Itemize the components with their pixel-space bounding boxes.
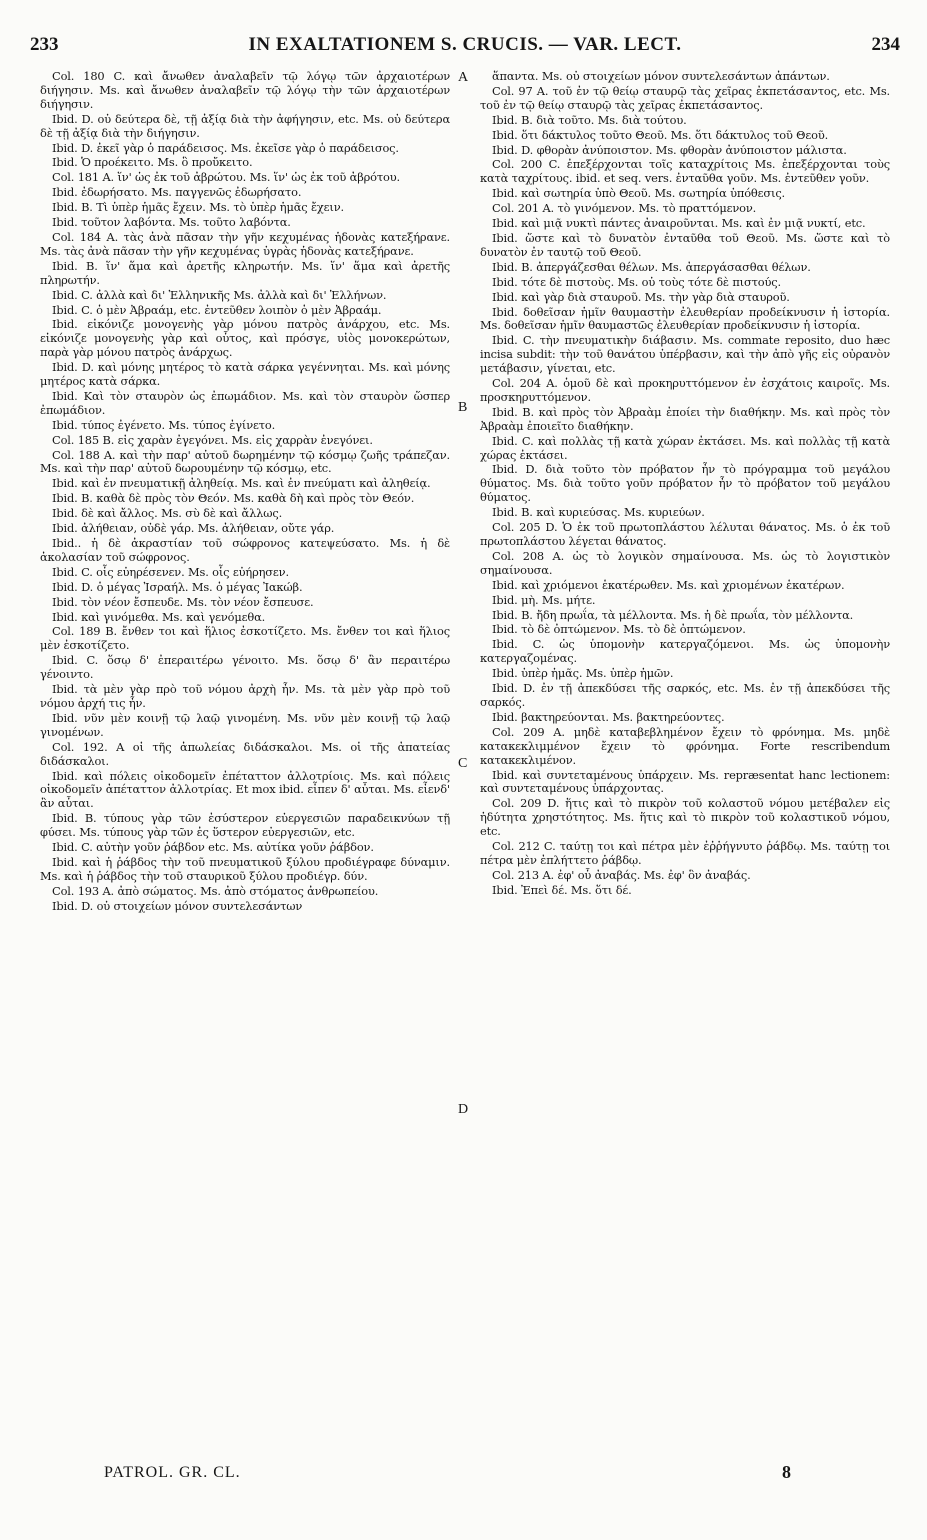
margin-marker-d: D [458,1102,469,1117]
variant-entry: Ibid. B. καθὰ δὲ πρὸς τὸν Θεόν. Ms. καθὰ δὴ καὶ πρὸς τὸν Θεόν. [52,491,415,506]
margin-marker-b: B [458,400,468,415]
variant-entry: Ibid. D. ὁ μέγας Ἰσραήλ. Ms. ὁ μέγας Ἰακώβ. [52,579,303,594]
variant-entry: Col. 193 A. ἀπὸ σώματος. Ms. ἀπὸ στόματος ἀνθρωπείου. [52,883,379,898]
variant-entry: Ibid. ἀλήθειαν, οὐδὲ γάρ. Ms. ἀλήθειαν, οὔτε γάρ. [52,521,335,536]
variant-entry: Ibid. νῦν μὲν κοινῇ τῷ λαῷ γινομένη. Ms. νῦν μὲν κοινῇ τῷ λαῷ γινομένων. [40,710,454,739]
variant-entry: Ibid. μὴ. Ms. μήτε. [492,592,596,607]
variant-entry: Col. 209 A. μηδὲ καταβεβλημένον ἔχειν τὸ φρόνημα. Ms. μηδὲ κατακεκλιμμένον ἔχειν τὸ φρόνημα. Forte rescribendum κατακεκλιμένον. [480,724,894,767]
variant-entry: Ibid. τὸν νέον ἔσπευδε. Ms. τὸν νέον ἔσπευσε. [52,594,314,609]
variant-entry: Ibid. C. ἀλλὰ καὶ δι' Ἑλληνικῆς Ms. ἀλλὰ καὶ δι' Ἑλλήνων. [52,287,387,302]
left-column [40,69,454,915]
variant-entry: Ibid. καὶ σωτηρία ὑπὸ Θεοῦ. Ms. σωτηρία ὑπόθεσις. [492,186,786,201]
variant-entry: Ibid. D. οὐ στοιχείων μόνον συντελεσάντων [52,898,303,913]
variant-entry: Col. 205 D. Ὁ ἐκ τοῦ πρωτοπλάστου λέλυται θάνατος. Ms. ὁ ἐκ τοῦ πρωτοπλάστου λέγεται θάνατος. [480,520,894,548]
variant-entry: Ibid. B. καὶ κυριεύσας. Ms. κυριεύων. [492,505,705,520]
variant-entry: Ibid. καὶ γὰρ διὰ σταυροῦ. Ms. τὴν γὰρ διὰ σταυροῦ. [492,289,790,304]
margin-marker-a: A [458,70,469,85]
page-number-right: 234 [871,34,900,55]
variant-entry: Ibid. καὶ πόλεις οἰκοδομεῖν ἐπέταττον ἀλλοτρίοις. Ms. καὶ πόλεις οἰκοδομεῖν ἀπέταττον ἀλλοτρίας. Et mox ibid. εἶπεν δ' αὖται. Ms. εἶενδ' ἂν αὖται. [40,768,454,811]
footer-number: 8 [782,1462,791,1482]
variant-entry: Ibid. C. οἷς εὐηρέσενεν. Ms. οἷς εὐήρησεν. [52,564,289,579]
variant-entry: Ibid. τύπος ἐγένετο. Ms. τύπος ἐγίνετο. [52,417,276,432]
variant-entry: Ibid. B. τύπους γὰρ τῶν ἐσύστερον εὐεργεσιῶν παραδεικνύων τῇ φύσει. Ms. τύπους γὰρ τῶν ἐς ὕστερον εὐεργεσιῶν, etc. [40,811,454,840]
variant-entry: Ibid. D. ἐν τῇ ἀπεκδύσει τῆς σαρκός, etc. Ms. ἐν τῇ ἀπεκδύσει τῆς σαρκός. [480,681,894,709]
variant-entry: Ibid. B. ἀπεργάζεσθαι θέλων. Ms. ἀπεργάσασθαι θέλων. [492,259,811,274]
variant-entry: Ibid. καὶ μιᾷ νυκτὶ πάντες ἀναιροῦνται. Ms. καὶ ἐν μιᾷ νυκτί, etc. [492,216,866,231]
variant-entry: Ibid. καὶ γινόμεθα. Ms. καὶ γενόμεθα. [52,609,266,624]
variant-entry: Col. 188 A. καὶ τὴν παρ' αὐτοῦ δωρημένην τῷ κόσμῳ ζωῆς τράπεζαν. Ms. καὶ τὴν παρ' αὐτοῦ δωρουμένην τῷ κόσμῳ, etc. [40,447,454,476]
variant-entry: Ibid. B. ἤδη πρωΐα, τὰ μέλλοντα. Ms. ἡ δὲ πρωΐα, τὸν μέλλοντα. [492,607,854,622]
variant-entry: Col. 212 C. ταύτῃ τοι καὶ πέτρα μὲν ἐῤῥήγνυτο ῥάβδῳ. Ms. ταύτῃ τοι πέτρα μὲν ἐπλήττετο ῥάβδῳ. [480,839,894,867]
variant-entry: Col. 213 A. ἐφ' οὗ ἀναβάς. Ms. ἐφ' ὃν ἀναβάς. [492,867,751,882]
variant-entry: Ibid. εἰκόνιζε μονογενὴς γὰρ μόνου πατρὸς ἀνάρχου, etc. Ms. εἰκόνιζε μονογενὴς γὰρ καὶ οὗτος, καὶ πρόσγε, υἱὸς μονοκερώτων, παρὰ γὰρ μόνου πατρὸς ἀνάρχως. [40,317,454,360]
variant-entry: Ibid. C. ὁ μὲν Ἀβραάμ, etc. ἐντεῦθεν λοιπὸν ὁ μὲν Ἀβραάμ. [52,302,382,317]
variant-entry: Ibid. δὲ καὶ ἄλλος. Ms. σὺ δὲ καὶ ἄλλως. [52,506,283,521]
page-header [30,34,900,58]
variant-entry: Col. 201 A. τὸ γινόμενον. Ms. τὸ πραττόμενον. [492,201,757,216]
variant-entry: Col. 209 D. ἥτις καὶ τὸ πικρὸν τοῦ κολαστοῦ νόμου μετέβαλεν εἰς ἡδύτητα χρηστότητος. Ms. ἥτις καὶ τὸ πικρὸν τοῦ κολαστικοῦ νόμου, etc. [480,796,894,839]
variant-entry: Ibid. τὰ μὲν γὰρ πρὸ τοῦ νόμου ἀρχὴ ἦν. Ms. τὰ μὲν γὰρ πρὸ τοῦ νόμου ἀρχή τις ἦν. [40,682,454,710]
variant-entry: Ibid. B. Τὶ ὑπὲρ ἡμᾶς ἔχειν. Ms. τὸ ὑπὲρ ἡμᾶς ἔχειν. [52,200,344,215]
variant-entry: Ibid. καὶ ἐν πνευματικῇ ἀληθείᾳ. Ms. καὶ ἐν πνεύματι καὶ ἀληθείᾳ. [52,476,431,491]
variant-entry: Ibid. Ὁ προέκειτο. Ms. ὃ προὔκειτο. [52,155,253,170]
variant-entry: Ibid. C. τὴν πνευματικὴν διάβασιν. Ms. commate reposito, duo hæc incisa subdit: τὴν τοῦ θανάτου ὑπέρβασιν, καὶ τὴν ἀπὸ γῆς εἰς οὐρανὸν μετάβασιν, γίνεται, etc. [480,333,894,376]
variant-entry: ἅπαντα. Ms. οὐ στοιχείων μόνον συντελεσάντων ἀπάντων. [492,69,830,83]
variant-entry: Ibid. βακτηρεύονται. Ms. βακτηρεύοντες. [492,709,725,724]
variant-entry: Ibid. C. ὡς ὑπομονὴν κατεργαζόμενοι. Ms. ὡς ὑπομονὴν κατεργαζομένας. [480,637,894,666]
variant-entry: Ibid.. ἡ δὲ ἀκραστίαν τοῦ σώφρονος κατεψεύσατο. Ms. ἡ δὲ ἀκολασίαν τοῦ σώφρονος. [40,536,454,564]
variant-entry: Ibid. καὶ συντεταμένους ὑπάρχειν. Ms. repræsentat hanc lectionem: καὶ συντεταμένους ὑπάρχοντας. [480,767,894,796]
variant-entry: Ibid. C. ὅσῳ δ' ἐπεραιτέρω γένοιτο. Ms. ὅσῳ δ' ἂν περαιτέρω γένοιντο. [40,653,454,682]
variant-entry: Col. 180 C. καὶ ἄνωθεν ἀναλαβεῖν τῷ λόγῳ τῶν ἀρχαιοτέρων διήγησιν. Ms. καὶ ἄνωθεν ἀναλαβεῖν τῷ λόγῳ τὴν τῶν ἀρχαιοτέρων διήγησιν. [40,69,454,111]
variant-entry: Ibid. D. οὐ δεύτερα δὲ, τῇ ἀξίᾳ διὰ τὴν ἀφήγησιν, etc. Ms. οὐ δεύτερα δὲ τῇ ἀξίᾳ διὰ τὴν διήγησιν. [40,111,454,140]
variant-entry: Ibid. Καὶ τὸν σταυρὸν ὡς ἐπωμάδιον. Ms. καὶ τὸν σταυρὸν ὥσπερ ἐπωμάδιον. [40,388,454,417]
variant-entry: Ibid. τὸ δὲ ὀπτώμενον. Ms. τὸ δὲ ὀπτώμενον. [492,622,746,637]
variant-entry: Ibid. D. ἐκεῖ γὰρ ὁ παράδεισος. Ms. ἐκεῖσε γὰρ ὁ παράδεισος. [52,140,399,155]
variant-entry: Col. 208 A. ὡς τὸ λογικὸν σημαίνουσα. Ms. ὡς τὸ λογιστικὸν σημαίνουσα. [480,548,894,577]
variant-entry: Col. 192. A οἱ τῆς ἀπωλείας διδάσκαλοι. Ms. οἱ τῆς ἀπατείας διδάσκαλοι. [40,739,454,768]
variant-entry: Col. 189 B. ἔνθεν τοι καὶ ἥλιος ἐσκοτίζετο. Ms. ἔνθεν τοι καὶ ἥλιος μὲν ἐσκοτίζετο. [40,624,454,653]
variant-entry: Ibid. ὅτι δάκτυλος τοῦτο Θεοῦ. Ms. ὅτι δάκτυλος τοῦ Θεοῦ. [492,127,829,142]
variant-entry: Ibid. B. ἵν' ἅμα καὶ ἀρετῆς κληρωτήν. Ms. ἵν' ἅμα καὶ ἀρετῆς πληρωτήν. [40,258,454,287]
right-column [480,69,894,899]
variant-entry: Ibid. B. καὶ πρὸς τὸν Ἀβραὰμ ἐποίει τὴν διαθήκην. Ms. καὶ πρὸς τὸν Ἀβραὰμ ἐποιεῖτο διαθήκην. [480,404,894,433]
variant-entry: Col. 184 A. τὰς ἀνὰ πᾶσαν τὴν γῆν κεχυμένας ἡδονὰς κατεξήρανε. Ms. τὰς ἀνὰ πᾶσαν τὴν γῆν κεχυμένας ὑγρὰς ἡδονὰς κατεξήρανε. [40,229,454,258]
variant-entry: Col. 204 A. ὁμοῦ δὲ καὶ προκηρυττόμενον ἐν ἐσχάτοις καιροῖς. Ms. προσκηρυττόμενον. [480,376,894,404]
variant-entry: Col. 200 C. ἐπεξέρχονται τοῖς καταχρίτοις Ms. ἐπεξέρχονται τοὺς κατὰ ταχρίτους. ibid. et seq. vers. ἐνταῦθα γοῦν. Ms. ἐντεῦθεν γοῦν. [480,157,894,186]
variant-entry: Ibid. B. διὰ τοῦτο. Ms. διὰ τούτου. [492,112,687,127]
variant-entry: Col. 181 A. ἵν' ὡς ἐκ τοῦ ἀβρώτου. Ms. ἵν' ὡς ἐκ τοῦ ἀβρότου. [52,170,400,185]
variant-entry: Ibid. D. φθορὰν ἀνύποιστον. Ms. φθορὰν ἀνύποιστον μάλιστα. [492,142,847,157]
variant-entry: Ibid. C. καὶ πολλὰς τῇ κατὰ χώραν ἐκτάσει. Ms. καὶ πολλὰς τῇ κατὰ χώρας ἐκτάσει. [480,433,894,462]
variant-entry: Ibid. τότε δὲ πιστοὺς. Ms. οὐ τοὺς τότε δὲ πιστούς. [492,274,781,289]
variant-entry: Ibid. Ἐπεὶ δέ. Ms. ὅτι δέ. [492,882,632,897]
variant-entry: Ibid. D. καὶ μόνης μητέρος τὸ κατὰ σάρκα γεγέννηται. Ms. καὶ μόνης μητέρος κατὰ σάρκα. [40,360,454,389]
variant-entry: Ibid. ὑπὲρ ἡμᾶς. Ms. ὑπὲρ ἡμῶν. [492,666,674,681]
variant-entry: Ibid. C. αὐτὴν γοῦν ῥάβδον etc. Ms. αὐτίκα γοῦν ῥάβδον. [52,840,374,855]
variant-entry: Ibid. D. διὰ τοῦτο τὸν πρόβατον ἦν τὸ πρόγραμμα τοῦ μεγάλου θύματος. Ms. διὰ τοῦτο γοῦν πρόβατον ἦν τὸ πρόβατον τοῦ μεγάλου θύματος. [480,462,894,505]
page-number-left: 233 [30,34,59,55]
variant-entry: Ibid. καὶ χριόμενοι ἑκατέρωθεν. Ms. καὶ χριομένων ἑκατέρων. [492,577,845,592]
running-title: IN EXALTATIONEM S. CRUCIS. — VAR. LECT. [248,34,682,55]
variant-entry: Ibid. ὥστε καὶ τὸ δυνατὸν ἐνταῦθα τοῦ Θεοῦ. Ms. ὥστε καὶ τὸ δυνατὸν ἐν ταυτῷ τοῦ Θεοῦ. [480,230,894,259]
variant-entry: Col. 97 A. τοῦ ἐν τῷ θείῳ σταυρῷ τὰς χεῖρας ἐκπετάσαντος, etc. Ms. τοῦ ἐν τῷ θείῳ σταυρῷ τὰς χεῖρας ἐκπετάσαντος. [480,83,894,112]
margin-marker-c: C [458,756,468,771]
variant-entry: Ibid. τοῦτον λαβόντα. Ms. τοῦτο λαβόντα. [52,215,291,230]
variant-entry: Col. 185 B. εἰς χαρὰν ἐγεγόνει. Ms. εἰς χαρρὰν ἐνεγόνει. [52,432,373,447]
variant-entry: Ibid. δοθεῖσαν ἡμῖν θαυμαστὴν ἐλευθερίαν προδείκνυσιν ἡ ἱστορία. Ms. δοθεῖσαν ἡμῖν θαυμαστῶς ἐλευθερίαν προδείκνυσιν ἡ ἱστορία. [480,304,894,333]
variant-entry: Ibid. ἐδωρήσατο. Ms. παγγενῶς ἐδωρήσατο. [52,185,302,200]
footer-signature: PATROL. GR. CL. [104,1464,241,1481]
variant-entry: Ibid. καὶ ἡ ῥάβδος τὴν τοῦ πνευματικοῦ ξύλου προδιέγραφε δύναμιν. Ms. καὶ ἡ ῥάβδος τὴν τοῦ σταυρικοῦ ξύλου προδιέγρ. δύν. [40,854,454,883]
